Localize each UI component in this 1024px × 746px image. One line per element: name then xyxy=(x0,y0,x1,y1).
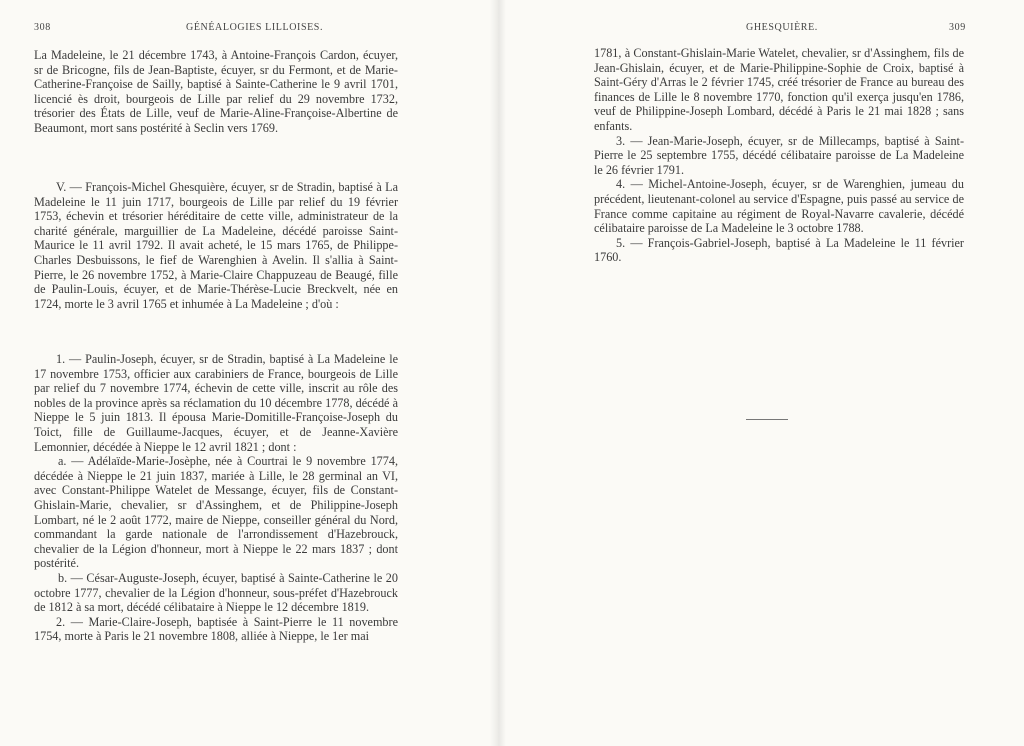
left-text-block-children xyxy=(34,352,398,644)
paragraph-child-5: 5. — François-Gabriel-Joseph, baptisé à La Madeleine le 11 février 1760. xyxy=(594,235,964,265)
paragraph-child-3: 3. — Jean-Marie-Joseph, écuyer, sr de Millecamps, baptisé à Saint-Pierre le 25 septembre 1755, décédé célibataire paroisse de La Madeleine le 26 février 1791. xyxy=(594,133,964,177)
left-text-block-v xyxy=(34,180,398,311)
right-running-head: GHESQUIÈRE. xyxy=(746,22,818,33)
left-running-head: GÉNÉALOGIES LILLOISES. xyxy=(186,22,324,33)
left-page xyxy=(0,0,505,746)
right-text-block xyxy=(594,46,964,265)
paragraph-cardon: La Madeleine, le 21 décembre 1743, à Antoine-François Cardon, écuyer, sr de Bricogne, fils de Jean-Baptiste, écuyer, sr du Fermont, et de Marie-Catherine-Françoise de Sailly, baptisé à Sainte-Catherine le 9 avril 1701, licencié ès droit, bourgeois de Lille par relief du 29 novembre 1732, trésorier des États de Lille, veuf de Marie-Aline-Françoise-Albertine de Beaumont, mort sans postérité à Seclin vers 1769. xyxy=(34,48,398,135)
paragraph-grandchild-a: a. — Adélaïde-Marie-Josèphe, née à Courtrai le 9 novembre 1774, décédée à Nieppe le 21 juin 1837, mariée à Lille, le 28 germinal an VI, avec Constant-Philippe Watelet de Messange, écuyer, fils de Constant-Ghislain-Marie, chevalier, sr d'Assinghem, et de Philippine-Joseph Lombart, né le 2 août 1772, maire de Nieppe, conseiller général du Nord, commandant la garde nationale de l'arrondissement d'Hazebrouck, chevalier de la Légion d'honneur, mort à Nieppe le 22 mars 1837 ; dont postérité. xyxy=(34,454,398,571)
paragraph-child-2: 2. — Marie-Claire-Joseph, baptisée à Saint-Pierre le 11 novembre 1754, morte à Paris le 21 novembre 1808, alliée à Nieppe, le 1er mai xyxy=(34,614,398,644)
end-of-section-rule xyxy=(746,419,788,420)
paragraph-generation-v: V. — François-Michel Ghesquière, écuyer, sr de Stradin, baptisé à La Madeleine le 11 juin 1717, bourgeois de Lille par relief du 19 février 1753, échevin et trésorier héréditaire de cette ville, administrateur de la charité générale, marguillier de La Madeleine, décédé paroisse Saint-Maurice le 11 avril 1792. Il avait acheté, le 15 mars 1765, de Philippe-Charles Desbuissons, le fief de Warenghien à Avelin. Il s'allia à Saint-Pierre, le 26 novembre 1752, à Marie-Claire Chappuzeau de Beaugé, fille de Paulin-Louis, écuyer, et de Marie-Thérèse-Lucie Breckvelt, née en 1724, morte le 3 avril 1765 et inhumée à La Madeleine ; d'où : xyxy=(34,180,398,311)
paragraph-child-4: 4. — Michel-Antoine-Joseph, écuyer, sr de Warenghien, jumeau du précédent, lieutenant-colonel au service d'Espagne, puis passé au service de France comme capitaine au régiment de Royal-Navarre cavalerie, décédé célibataire paroisse de La Madeleine le 3 octobre 1788. xyxy=(594,177,964,236)
paragraph-grandchild-b: b. — César-Auguste-Joseph, écuyer, baptisé à Sainte-Catherine le 20 octobre 1777, chevalier de la Légion d'honneur, sous-préfet d'Hazebrouck de 1812 à sa mort, décédé célibataire à Nieppe le 12 décembre 1819. xyxy=(34,570,398,615)
right-page-number: 309 xyxy=(949,22,966,33)
left-page-number: 308 xyxy=(34,22,51,33)
paragraph-continuation: 1781, à Constant-Ghislain-Marie Watelet, chevalier, sr d'Assinghem, fils de Jean-Ghislain, écuyer, et de Marie-Philippine-Sophie de Croix, baptisé à Saint-Géry d'Arras le 2 février 1745, créé trésorier de France au bureau des finances de Lille le 8 novembre 1770, fonction qu'il exerça jusqu'en 1786, veuf de Philippine-Joseph Lombard, décédé à Paris le 21 mai 1828 ; sans enfants. xyxy=(594,46,964,133)
left-text-block xyxy=(34,48,398,136)
right-page xyxy=(520,0,1024,746)
paragraph-child-1: 1. — Paulin-Joseph, écuyer, sr de Stradin, baptisé à La Madeleine le 17 novembre 1753, officier aux carabiniers de France, bourgeois de Lille par relief du 7 novembre 1774, échevin de cette ville, inscrit au rôle des nobles de la province après sa réclamation du 10 décembre 1778, décédé à Nieppe le 5 juin 1813. Il épousa Marie-Domitille-Françoise-Joseph du Toict, fille de Guillaume-Jacques, écuyer, et de Jeanne-Xavière Lemonnier, décédée à Nieppe le 12 avril 1821 ; dont : xyxy=(34,352,398,454)
